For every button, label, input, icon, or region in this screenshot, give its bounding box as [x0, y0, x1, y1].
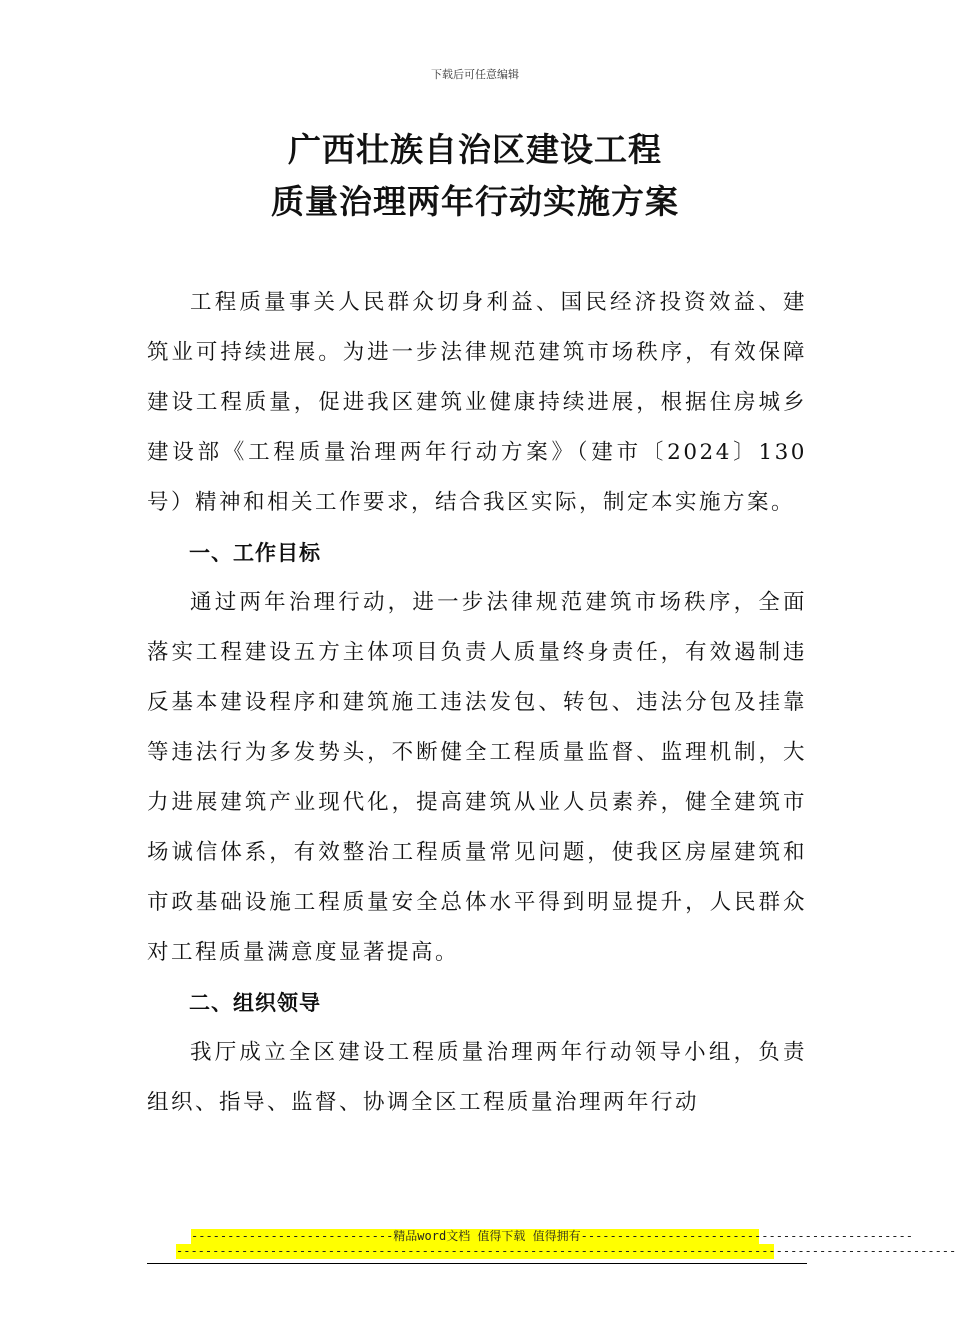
footer-banner — [0, 1229, 956, 1259]
section-heading-organization: 二、组织领导 — [189, 991, 321, 1015]
section-heading-goals: 一、工作目标 — [189, 541, 321, 565]
header-note: 下载后可任意编辑 — [431, 68, 519, 81]
footer-line-1: ----------------------------精品word文档 值得下载 值得拥有---------------------------------------------- — [191, 1229, 913, 1243]
intro-paragraph: 工程质量事关人民群众切身利益、国民经济投资效益、建筑业可持续进展。为进一步法律规范建筑市场秩序，有效保障建设工程质量，促进我区建筑业健康持续进展，根据住房城乡建设部《工程质量治理两年行动方案》（建市〔2024〕130号）精神和相关工作要求，结合我区实际，制定本实施方案。 — [147, 290, 807, 515]
document-body — [147, 278, 807, 1128]
section-body-goals: 通过两年治理行动，进一步法律规范建筑市场秩序，全面落实工程建设五方主体项目负责人质量终身责任，有效遏制违反基本建设程序和建筑施工违法发包、转包、违法分包及挂靠等违法行为多发势头，不断健全工程质量监督、监理机制，大力进展建筑产业现代化，提高建筑从业人员素养，健全建筑市场诚信体系，有效整治工程质量常见问题，使我区房屋建筑和市政基础设施工程质量安全总体水平得到明显提升，人民群众对工程质量满意度显著提高。 — [147, 590, 807, 965]
footer-line-2: ------------------------------------------------------------------------------------------------------------ — [176, 1244, 956, 1258]
footer-rule — [147, 1263, 807, 1264]
section-body-organization: 我厅成立全区建设工程质量治理两年行动领导小组，负责组织、指导、监督、协调全区工程质量治理两年行动 — [147, 1040, 807, 1115]
document-title-line-2: 质量治理两年行动实施方案 — [271, 182, 679, 221]
document-title-line-1: 广西壮族自治区建设工程 — [288, 130, 662, 169]
